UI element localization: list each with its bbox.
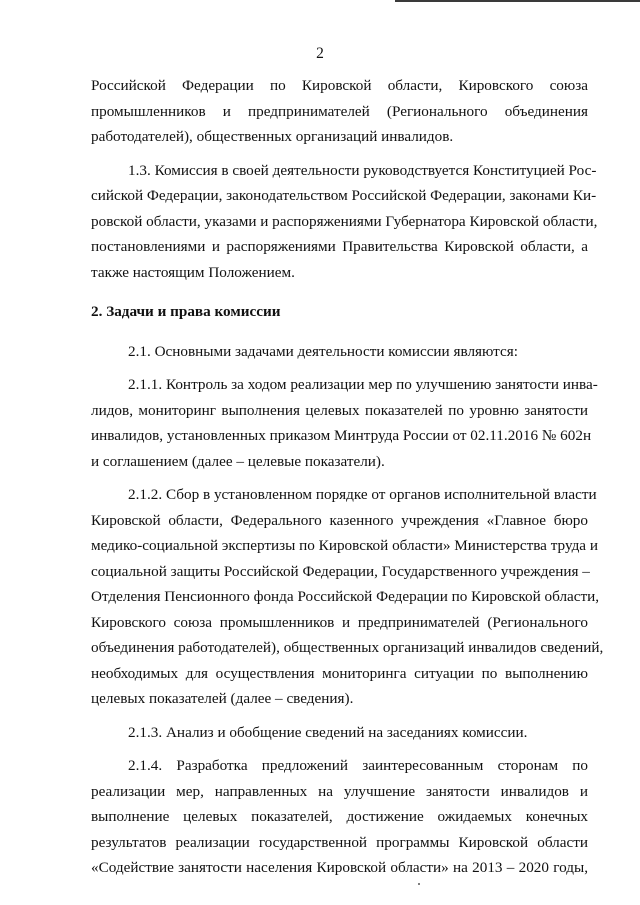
document-body — [91, 73, 604, 881]
text-line: целевых показателей (далее – сведения). — [91, 690, 354, 707]
paragraph-2-1-4 — [91, 753, 588, 881]
text-line: 2.1. Основными задачами деятельности комиссии являются: — [128, 342, 518, 360]
scan-speck — [418, 883, 420, 885]
text-line: работодателей), общественных организаций инвалидов. — [91, 128, 454, 145]
text-line: реализации мер, направленных на улучшение занятости инвалидов и — [91, 782, 588, 800]
text-line: «Содействие занятости населения Кировской области» на 2013 – 2020 годы, — [91, 859, 588, 876]
page-number: 2 — [316, 45, 324, 62]
text-line: результатов реализации государственной программы Кировской области — [91, 833, 588, 851]
section-heading: 2. Задачи и права комиссии — [91, 303, 281, 320]
text-line: и соглашением (далее – целевые показатели). — [91, 452, 385, 470]
paragraph-2-1 — [91, 339, 588, 365]
text-line: выполнение целевых показателей, достижение ожидаемых конечных — [91, 808, 588, 825]
text-line: лидов, мониторинг выполнения целевых показателей по уровню занятости — [91, 401, 588, 419]
text-line: объединения работодателей), общественных организаций инвалидов сведений, — [91, 639, 604, 656]
text-line: Кировской области, Федерального казенного учреждения «Главное бюро — [91, 511, 588, 529]
text-line: постановлениями и распоряжениями Правительства Кировской области, а — [91, 238, 588, 255]
paragraph-2-1-1 — [91, 372, 598, 474]
text-line: 2.1.3. Анализ и обобщение сведений на заседаниях комиссии. — [128, 723, 528, 741]
paragraph-commission-composition-end — [91, 73, 588, 150]
paragraph-2-1-3 — [91, 720, 588, 746]
text-line: 1.3. Комиссия в своей деятельности руководствуется Конституцией Рос- — [128, 161, 597, 179]
text-line: Отделения Пенсионного фонда Российской Федерации по Кировской области, — [91, 588, 600, 605]
text-line: 2.1.1. Контроль за ходом реализации мер по улучшению занятости инва- — [128, 376, 598, 393]
text-line: также настоящим Положением. — [91, 263, 295, 281]
text-line: Российской Федерации по Кировской области, Кировского союза — [91, 77, 588, 94]
text-line: необходимых для осуществления мониторинга ситуации по выполнению — [91, 664, 588, 682]
paragraph-1-3 — [91, 158, 598, 286]
text-line: ровской области, указами и распоряжениями Губернатора Кировской области, — [91, 212, 598, 230]
text-line: социальной защиты Российской Федерации, Государственного учреждения – — [91, 562, 590, 580]
text-line: Кировского союза промышленников и предпринимателей (Регионального — [91, 613, 588, 631]
text-line: промышленников и предпринимателей (Регионального объединения — [91, 102, 588, 120]
text-line: 2.1.4. Разработка предложений заинтересованным сторонам по — [128, 757, 588, 774]
text-line: сийской Федерации, законодательством Российской Федерации, законами Ки- — [91, 187, 597, 204]
text-line: 2.1.2. Сбор в установленном порядке от органов исполнительной власти — [128, 486, 597, 503]
text-line: инвалидов, установленных приказом Минтруда России от 02.11.2016 № 602н — [91, 427, 592, 444]
text-line: медико-социальной экспертизы по Кировской области» Министерства труда и — [91, 537, 598, 554]
paragraph-2-1-2 — [91, 482, 604, 712]
top-border-line — [395, 0, 640, 2]
